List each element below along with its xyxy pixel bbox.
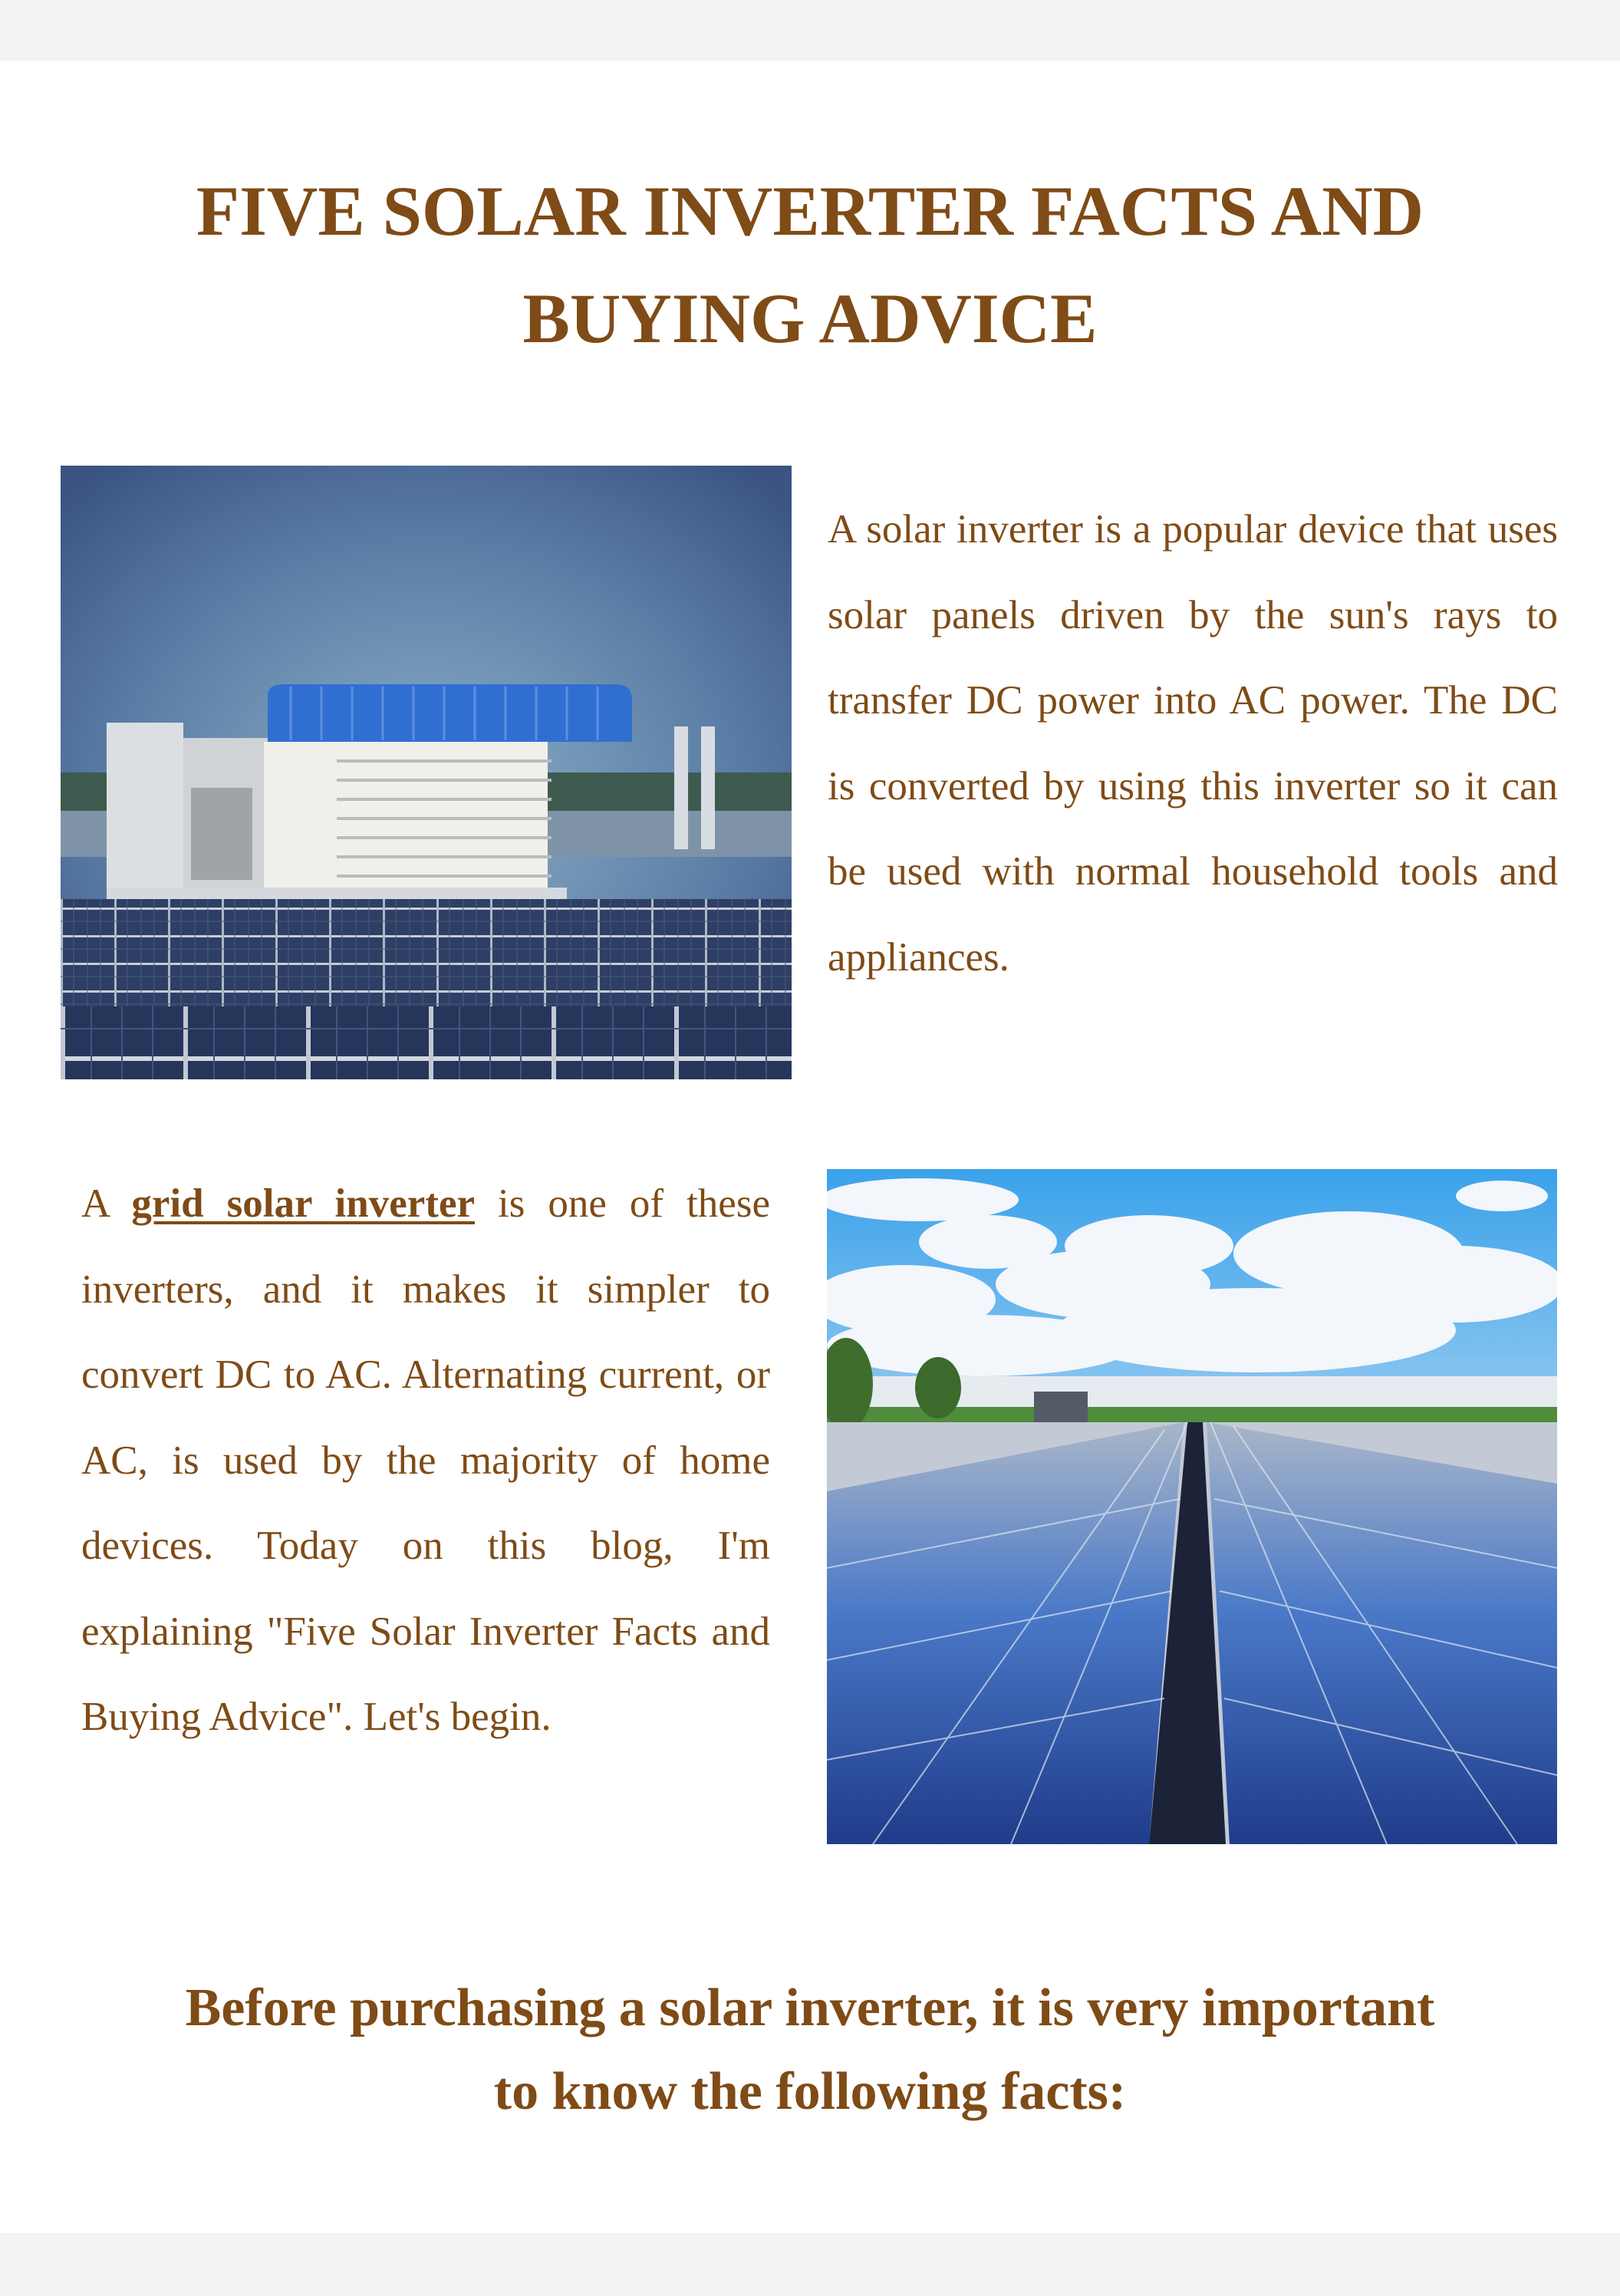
solar-inverter-station-image	[61, 466, 792, 1079]
grid-inverter-paragraph	[81, 1161, 770, 1761]
page-title	[0, 157, 1620, 372]
paragraph-body: is one of these inverters, and it makes it simpler to convert DC to AC. Alternating current, or AC, is used by the majority of home devices. Today on this blog, I'm explaining "Five Solar Inverter Facts and Buying Advice". Let's begin.	[81, 1181, 770, 1739]
title-line-2: BUYING ADVICE	[522, 279, 1098, 357]
paragraph-prefix: A	[81, 1181, 132, 1226]
document-page	[0, 61, 1620, 2233]
title-line-1: FIVE SOLAR INVERTER FACTS AND	[196, 172, 1424, 250]
section-heading-line-1: Before purchasing a solar inverter, it is very important	[185, 1978, 1435, 2037]
solar-panel-rows-image	[827, 1169, 1557, 1844]
section-heading-line-2: to know the following facts:	[493, 2062, 1127, 2121]
section-heading	[0, 1966, 1620, 2133]
grid-solar-inverter-link[interactable]: grid solar inverter	[131, 1181, 475, 1226]
intro-paragraph: A solar inverter is a popular device that uses solar panels driven by the sun's rays to transfer DC power into AC power. The DC is converted by using this inverter so it can be used with normal household tools and appliances.	[828, 507, 1558, 980]
